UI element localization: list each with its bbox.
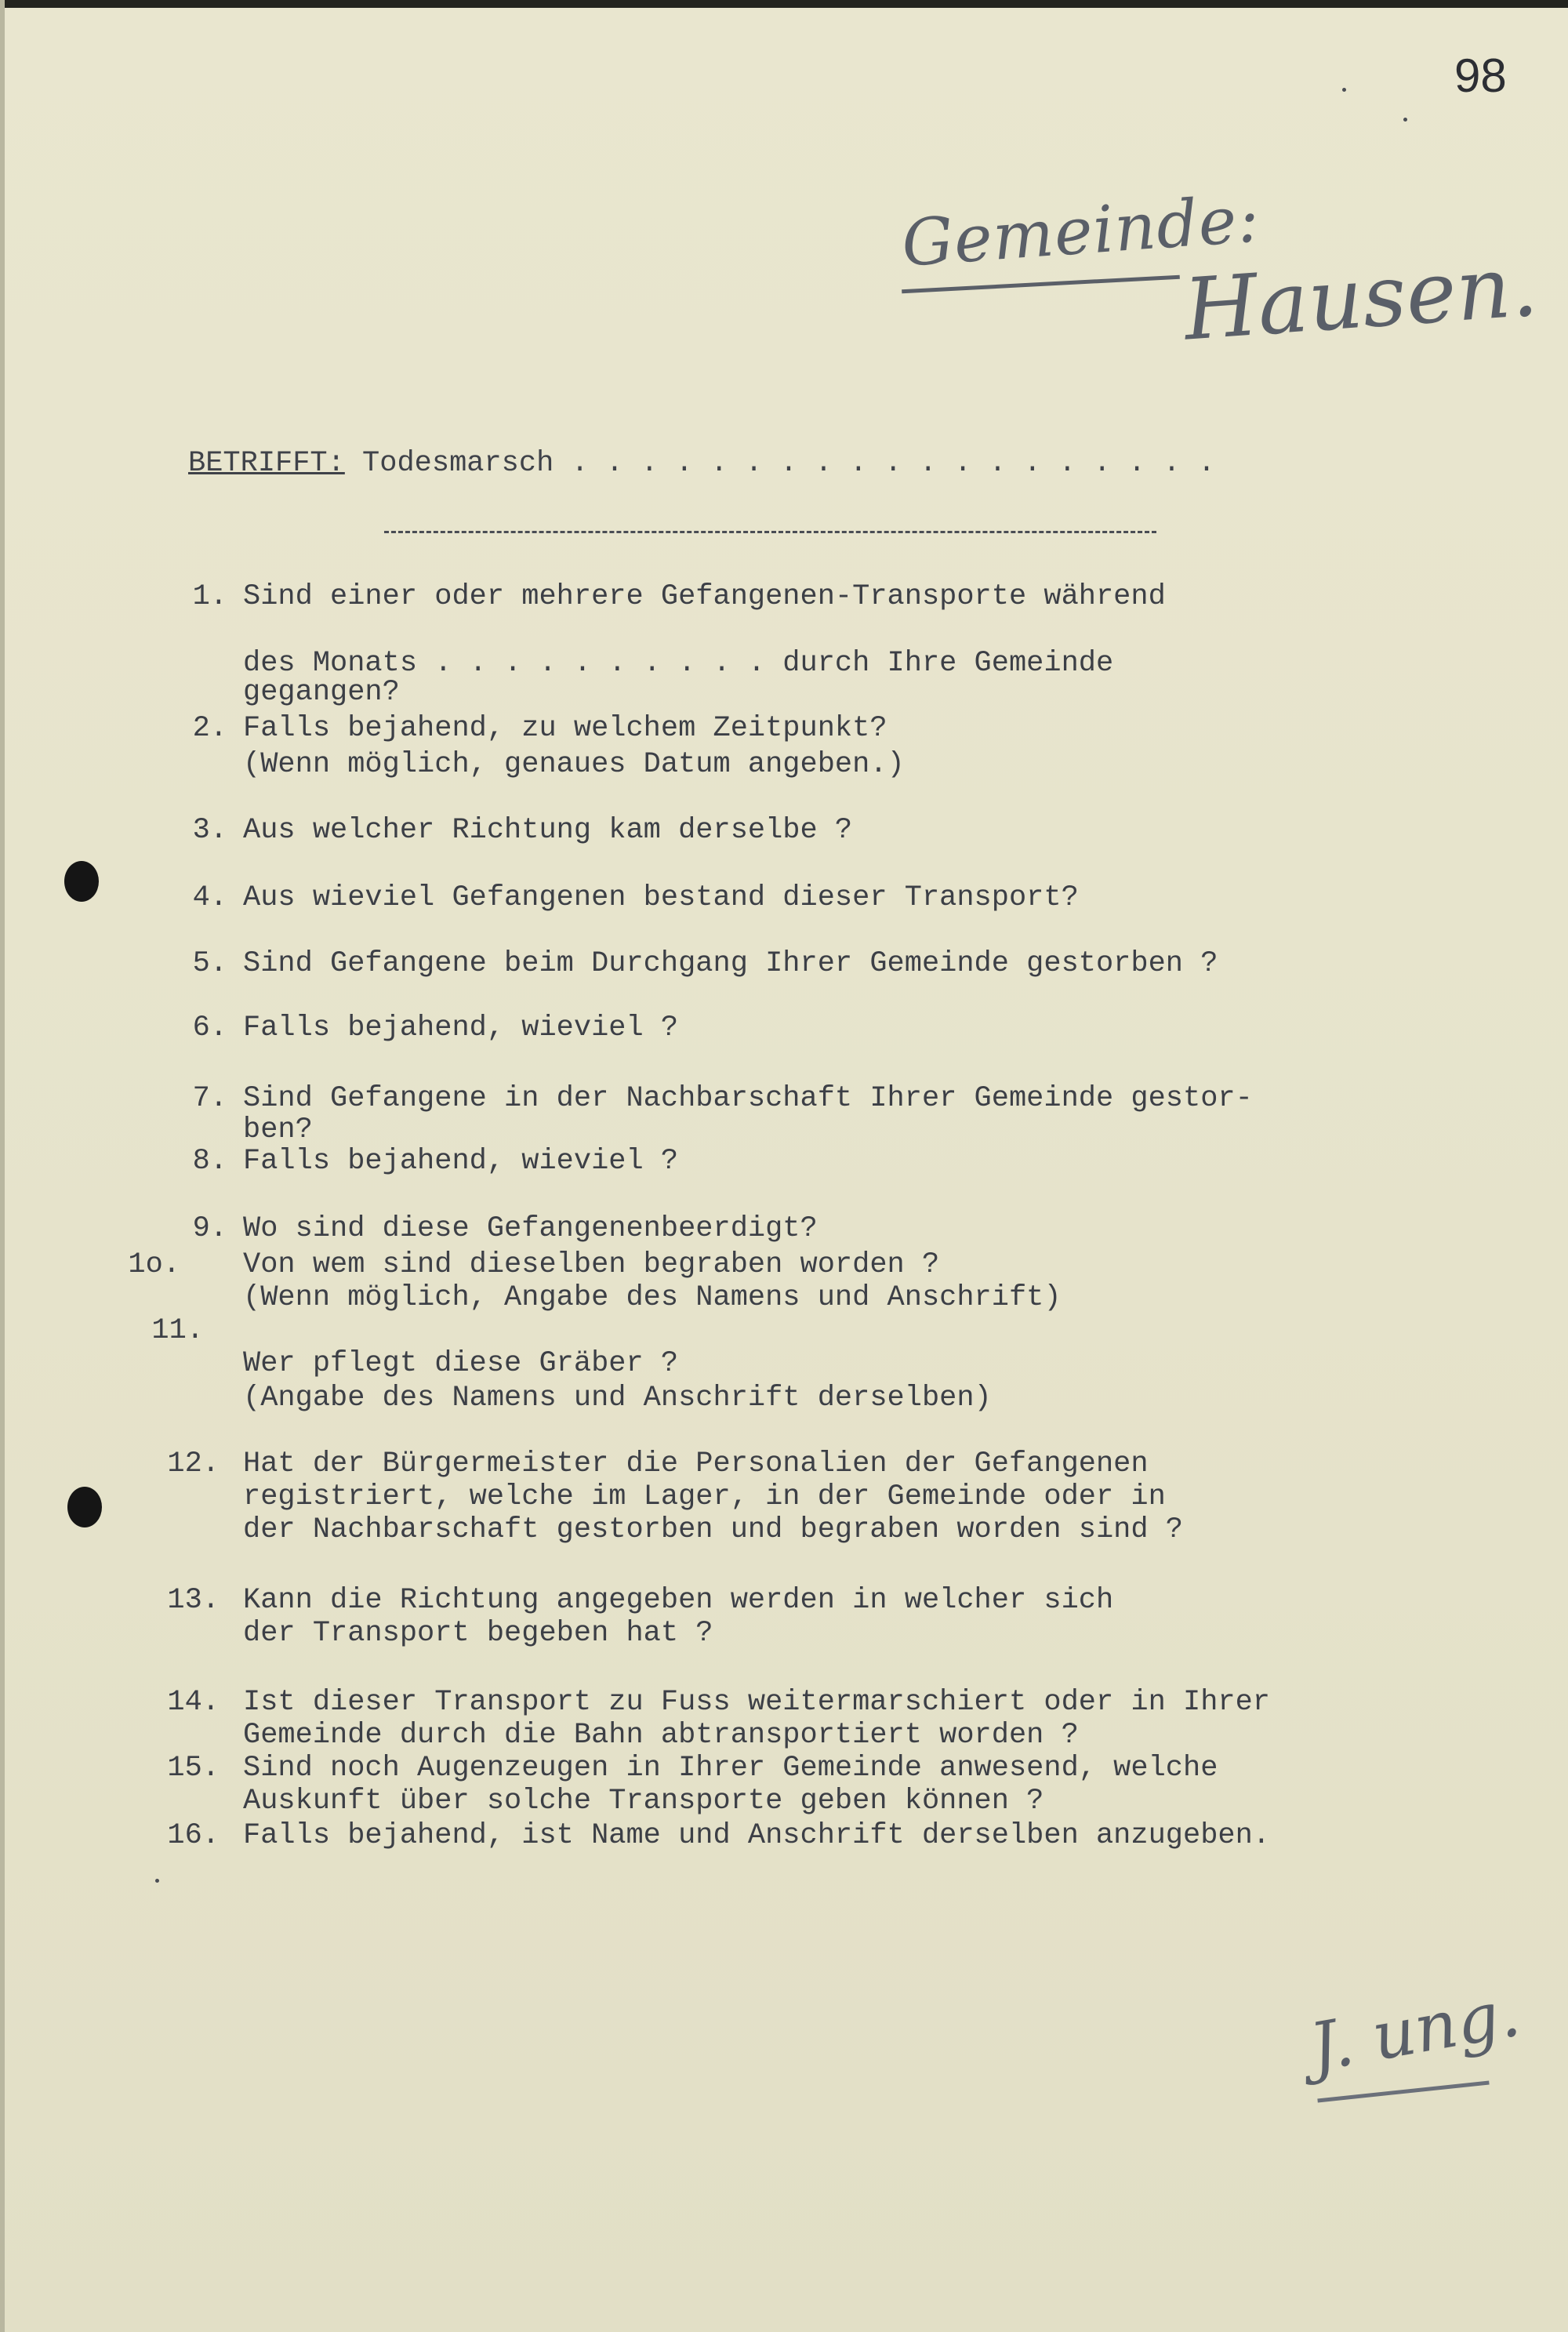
- question-number: 15.: [167, 1752, 220, 1785]
- question-number: 1o.: [128, 1248, 180, 1281]
- handwritten-place-name: Hausen.: [1181, 237, 1541, 360]
- question-text: Auskunft über solche Transporte geben können ?: [243, 1785, 1044, 1818]
- question-text: der Nachbarschaft gestorben und begraben worden sind ?: [243, 1513, 1183, 1546]
- question-text: ben?: [243, 1113, 313, 1146]
- question-number: 1.: [192, 580, 227, 613]
- subject-text: Todesmarsch . . . . . . . . . . . . . . . . . . .: [344, 447, 1216, 480]
- question-text: Kann die Richtung angegeben werden in welcher sich: [243, 1584, 1114, 1617]
- handwritten-gemeinde: Gemeinde:: [899, 182, 1262, 282]
- question-text: Sind noch Augenzeugen in Ihrer Gemeinde anwesend, welche: [243, 1752, 1218, 1785]
- question-text: (Angabe des Namens und Anschrift derselben): [243, 1382, 992, 1415]
- question-number: 5.: [192, 947, 227, 980]
- question-text: Falls bejahend, ist Name und Anschrift derselben anzugeben.: [243, 1819, 1271, 1852]
- question-text: des Monats . . . . . . . . . . durch Ihre Gemeinde: [243, 647, 1114, 680]
- question-number: 11.: [151, 1314, 204, 1347]
- question-text: Falls bejahend, wieviel ?: [243, 1145, 679, 1178]
- question-text: Aus wieviel Gefangenen bestand dieser Transport?: [243, 881, 1079, 914]
- question-number: 4.: [192, 881, 227, 914]
- question-number: 9.: [192, 1212, 227, 1245]
- question-text: registriert, welche im Lager, in der Gemeinde oder in: [243, 1480, 1166, 1513]
- question-number: 12.: [167, 1448, 220, 1480]
- question-text: (Wenn möglich, genaues Datum angeben.): [243, 748, 905, 781]
- stray-mark: [1342, 88, 1346, 92]
- scan-edge-left: [0, 0, 5, 2332]
- scan-edge-top: [0, 0, 1568, 8]
- question-number: 14.: [167, 1686, 220, 1719]
- question-text: Wer pflegt diese Gräber ?: [243, 1347, 679, 1380]
- punch-hole: [64, 861, 99, 902]
- question-text: Hat der Bürgermeister die Personalien der Gefangenen: [243, 1448, 1149, 1480]
- question-text: Sind Gefangene beim Durchgang Ihrer Gemeinde gestorben ?: [243, 947, 1218, 980]
- question-number: 8.: [192, 1145, 227, 1178]
- question-text: Sind Gefangene in der Nachbarschaft Ihrer Gemeinde gestor-: [243, 1082, 1253, 1115]
- question-number: 7.: [192, 1082, 227, 1115]
- question-text: Sind einer oder mehrere Gefangenen-Transporte während: [243, 580, 1166, 613]
- question-text: Wo sind diese Gefangenenbeerdigt?: [243, 1212, 818, 1245]
- stray-mark: [155, 1879, 159, 1883]
- question-text: (Wenn möglich, Angabe des Namens und Anschrift): [243, 1281, 1062, 1314]
- question-number: 6.: [192, 1012, 227, 1044]
- signature-stroke: [1317, 2081, 1489, 2103]
- question-text: Falls bejahend, wieviel ?: [243, 1012, 679, 1044]
- question-text: Falls bejahend, zu welchem Zeitpunkt?: [243, 712, 887, 745]
- punch-hole: [67, 1487, 102, 1527]
- subject-line: [188, 447, 1215, 480]
- stray-mark: [1403, 118, 1407, 122]
- question-text: Gemeinde durch die Bahn abtransportiert worden ?: [243, 1719, 1079, 1752]
- question-text: Von wem sind dieselben begraben worden ?: [243, 1248, 940, 1281]
- question-number: 16.: [167, 1819, 220, 1852]
- question-text: der Transport begeben hat ?: [243, 1617, 713, 1650]
- question-number: 13.: [167, 1584, 220, 1617]
- question-text: Ist dieser Transport zu Fuss weitermarschiert oder in Ihrer: [243, 1686, 1271, 1719]
- question-number: 2.: [192, 712, 227, 745]
- question-text: Aus welcher Richtung kam derselbe ?: [243, 814, 853, 847]
- question-number: 3.: [192, 814, 227, 847]
- page-number: 98: [1454, 49, 1507, 102]
- subject-label: BETRIFFT:: [188, 447, 345, 480]
- subject-divider: [384, 531, 1156, 533]
- question-text: gegangen?: [243, 676, 400, 709]
- handwritten-signature: J. ung.: [1304, 1974, 1526, 2087]
